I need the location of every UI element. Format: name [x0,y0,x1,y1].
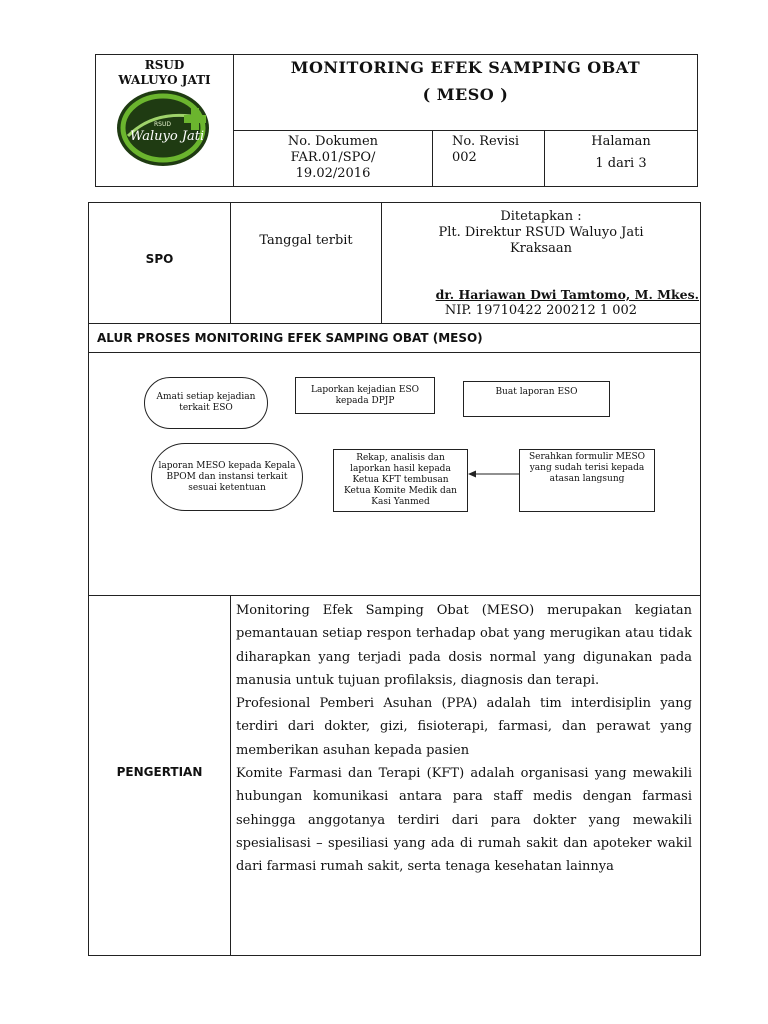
hospital-logo [116,88,214,168]
signatory-name: dr. Hariawan Dwi Tamtomo, M. Mkes. [435,287,699,302]
approved-by-line1: Plt. Direktur RSUD Waluyo Jati [438,225,644,240]
approved-label: Ditetapkan : [500,209,582,224]
approved-by-line2: Kraksaan [509,241,573,256]
doc-no-line1: FAR.01/SPO/ [290,150,376,165]
flow-step-submit-form [519,449,655,512]
definition-paragraph-ppa: Profesional Pemberi Asuhan (PPA) adalah tim interdisiplin yang terdiri dari dokter, gizi, fisioterapi, farmasi, dan perawat yang memberikan asuhan kepada pasien [236,696,692,758]
definition-text [236,599,692,879]
document-header [95,54,698,187]
flow-step-make-report [463,381,610,417]
flow-step-make-report-text: Buat laporan ESO [495,387,578,397]
page-info [545,134,697,172]
spo-label: SPO [145,252,174,266]
flow-step-report-bpom [151,443,303,511]
approval-block [382,209,700,257]
hospital-name-line1: RSUD [144,58,185,72]
revision-label: No. Revisi [452,134,520,149]
flow-step-submit-form-text: Serahkan formulir MESO yang sudah terisi kepada atasan langsung [528,452,646,484]
page-value: 1 dari 3 [595,156,647,171]
definition-paragraph-meso: Monitoring Efek Samping Obat (MESO) merupakan kegiatan pemantauan setiap respon terhadap obat yang merugikan atau tidak diharapkan yang terjadi pada dosis normal yang digunakan pada manusia untuk tujuan profilaksis, diagnosis dan terapi. [236,603,692,688]
revision-number [452,134,544,166]
signatory-nip: NIP. 19710422 200212 1 002 [444,303,638,318]
flow-step-report-dpjp [295,377,435,414]
page-label: Halaman [591,134,651,149]
flow-step-recap [333,449,468,512]
flow-section-title: ALUR PROSES MONITORING EFEK SAMPING OBAT (MESO) [97,331,483,345]
hospital-name [96,58,233,88]
document-title [234,58,697,104]
title-line2: ( MESO ) [422,85,509,104]
logo-small-text: RSUD [154,121,171,128]
definition-paragraph-kft: Komite Farmasi dan Terapi (KFT) adalah organisasi yang mewakili hubungan komunikasi antara para staff medis dengan farmasi sehingga anggotanya terdiri dari para dokter yang mewakili spesialisasi – spesiliasi yang ada di rumah sakit dan apoteker wakil dari farmasi rumah sakit, serta tenaga kesehatan lainnya [236,766,692,875]
definition-label: PENGERTIAN [116,765,203,779]
spo-table [88,202,701,956]
revision-value: 002 [452,150,477,165]
flow-step-report-dpjp-text: Laporkan kejadian ESO kepada DPJP [310,384,419,406]
flow-step-observe [144,377,268,429]
hospital-name-line2: WALUYO JATI [118,73,211,87]
doc-no-label: No. Dokumen [287,134,379,149]
issue-date-label: Tanggal terbit [259,233,353,248]
flow-step-observe-text: Amati setiap kejadian terkait ESO [156,392,256,413]
document-number [234,134,432,182]
flow-arrow [468,469,520,479]
logo-text: Waluyo Jati [130,129,205,144]
flow-step-recap-text: Rekap, analisis dan laporkan hasil kepada Ketua KFT tembusan Ketua Komite Medik dan Kasi Yanmed [344,453,457,507]
flow-step-report-bpom-text: laporan MESO kepada Kepala BPOM dan instansi terkait sesuai ketentuan [158,460,296,493]
title-line1: MONITORING EFEK SAMPING OBAT [290,58,641,77]
doc-no-line2: 19.02/2016 [295,166,371,181]
